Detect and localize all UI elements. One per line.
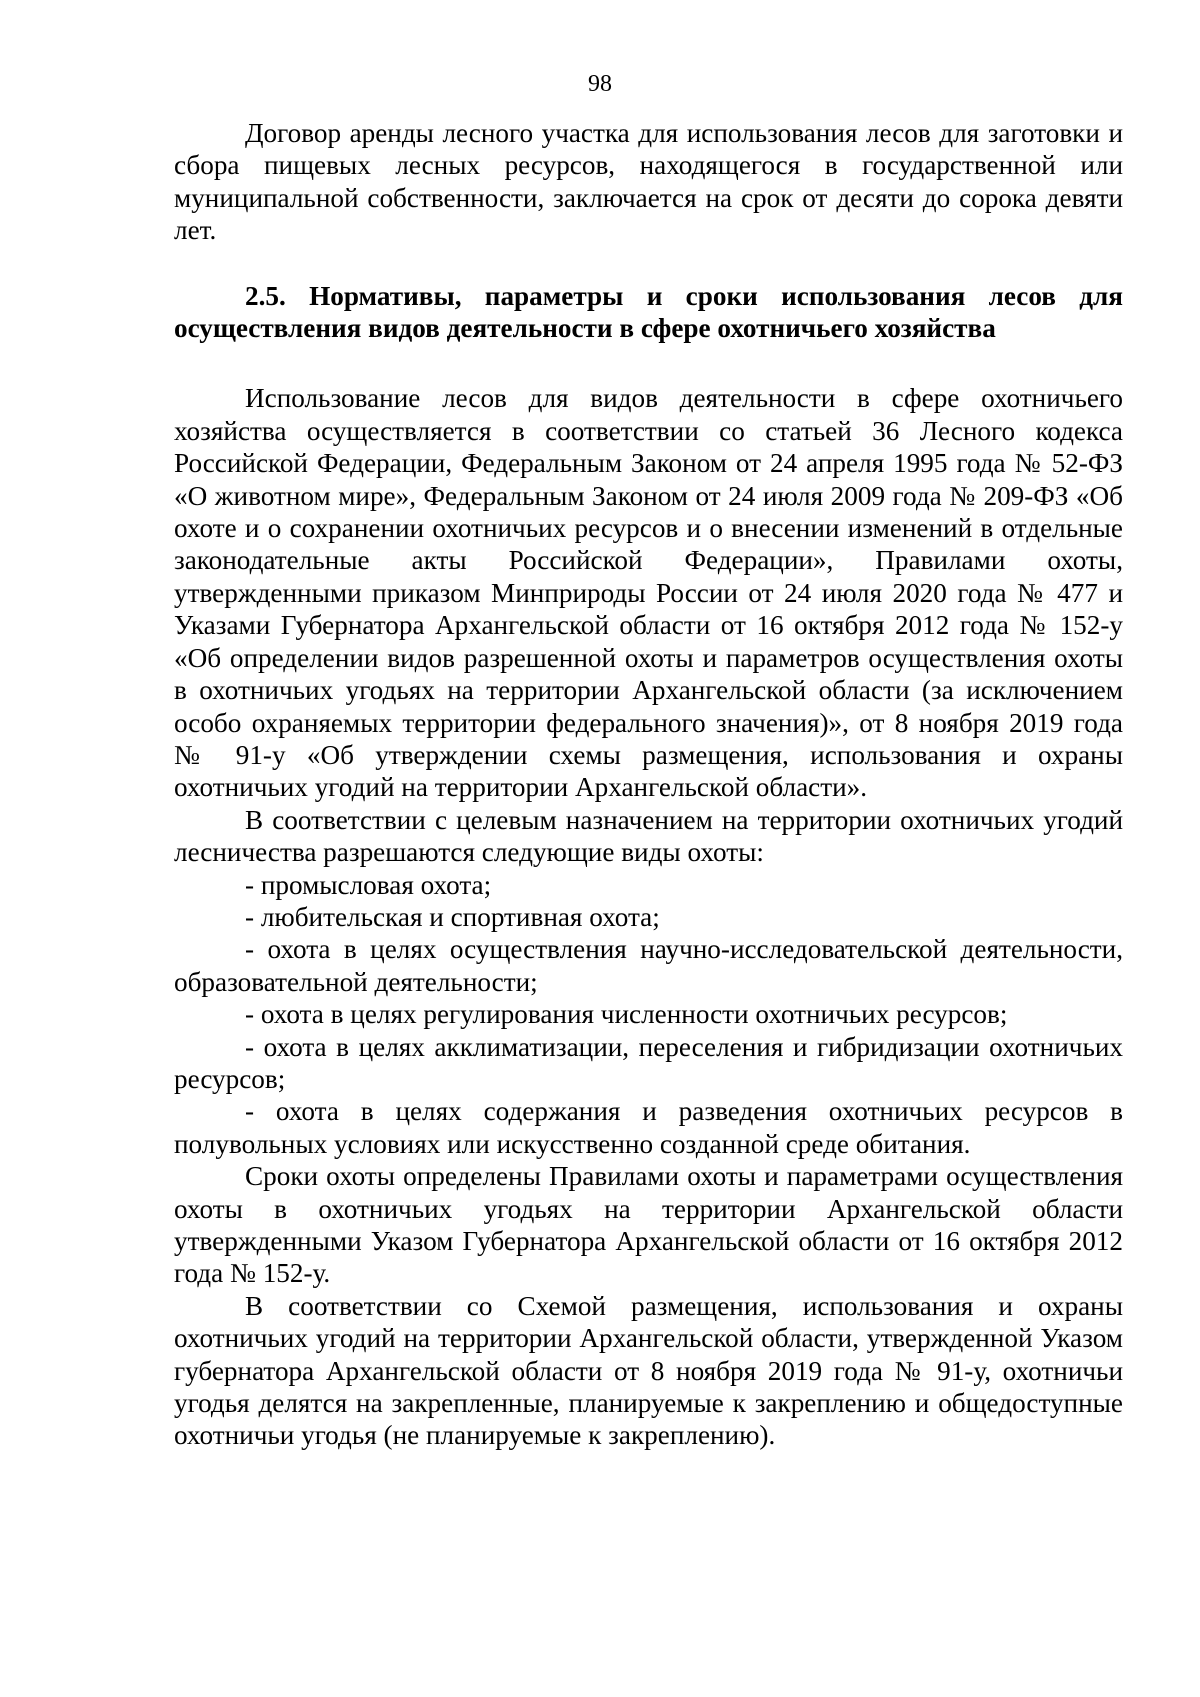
list-item: - охота в целях осуществления научно-исследовательской деятельности, образовательной деятельности; [174, 934, 1123, 997]
list-item: - охота в целях содержания и разведения охотничьих ресурсов в полувольных условиях или искусственно созданной среде обитания. [174, 1096, 1123, 1159]
body-paragraph: В соответствии со Схемой размещения, использования и охраны охотничьих угодий на территории Архангельской области, утвержденной Указом губернатора Архангельской области от 8 ноября 2019 года № 91-у, охотничьи угодья делятся на закрепленные, планируемые к закреплению и общедоступные охотничьи угодья (не планируемые к закреплению). [174, 1290, 1123, 1451]
page-number: 98 [588, 71, 612, 97]
body-paragraph: В соответствии с целевым назначением на территории охотничьих угодий лесничества разрешаются следующие виды охоты: [174, 804, 1123, 868]
page-content [174, 117, 1123, 1452]
list-item: - охота в целях акклиматизации, переселения и гибридизации охотничьих ресурсов; [174, 1031, 1123, 1094]
body-paragraph: Сроки охоты определены Правилами охоты и параметрами осуществления охоты в охотничьих угодьях на территории Архангельской области утвержденными Указом Губернатора Архангельской области от 16 октября 2012 года № 152-у. [174, 1161, 1123, 1289]
intro-paragraph: Договор аренды лесного участка для использования лесов для заготовки и сбора пищевых лесных ресурсов, находящегося в государственной или муниципальной собственности, заключается на срок от десяти до сорока девяти лет. [174, 118, 1123, 246]
list-item: - охота в целях регулирования численности охотничьих ресурсов; [245, 999, 1008, 1030]
section-heading: 2.5. Нормативы, параметры и сроки использования лесов для осуществления видов деятельности в сфере охотничьего хозяйства [174, 280, 1123, 344]
list-item: - любительская и спортивная охота; [245, 901, 660, 932]
body-paragraph: Использование лесов для видов деятельности в сфере охотничьего хозяйства осуществляется в соответствии со статьей 36 Лесного кодекса Российской Федерации, Федеральным Законом от 24 апреля 1995 года № 52-ФЗ «О животном мире», Федеральным Законом от 24 июля 2009 года № 209-ФЗ «Об охоте и о сохранении охотничьих ресурсов и о внесении изменений в отдельные законодательные акты Российской Федерации», Правилами охоты, утвержденными приказом Минприроды России от 24 июля 2020 года № 477 и Указами Губернатора Архангельской области от 16 октября 2012 года № 152-у «Об определении видов разрешенной охоты и параметров осуществления охоты в охотничьих угодьях на территории Архангельской области (за исключением особо охраняемых территории федерального значения)», от 8 ноября 2019 года № 91-у «Об утверждении схемы размещения, использования и охраны охотничьих угодий на территории Архангельской области». [174, 383, 1123, 803]
list-item: - промысловая охота; [245, 869, 492, 900]
